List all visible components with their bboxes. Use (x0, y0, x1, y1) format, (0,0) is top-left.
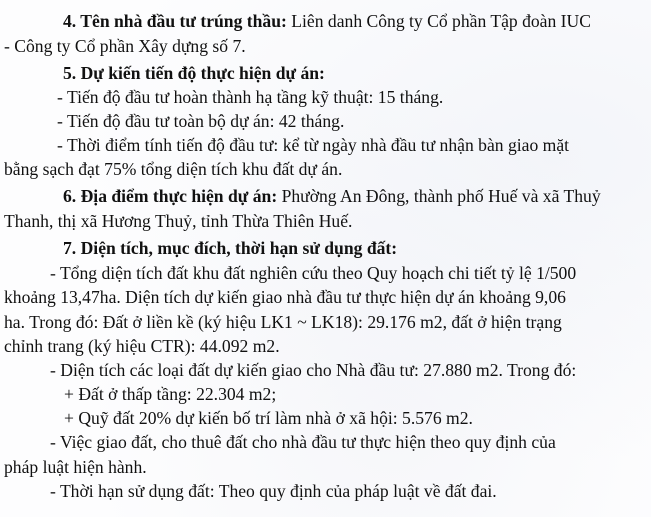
section7-p1-line4: chỉnh trang (ký hiệu CTR): 44.092 m2. (4, 336, 280, 356)
section7-p3-line1: - Việc giao đất, cho thuê đất cho nhà đầu tư thực hiện theo quy định của (50, 432, 556, 452)
section4-line1 (63, 10, 591, 34)
section7-p1-line2: khoảng 13,47ha. Diện tích dự kiến giao nhà đầu tư thực hiện dự án khoảng 9,06 (4, 287, 566, 307)
section7-p1-line3: ha. Trong đó: Đất ở liền kề (ký hiệu LK1 ~ LK18): 29.176 m2, đất ở hiện trạng (4, 312, 562, 332)
section7-p2-sub1: + Đất ở thấp tầng: 22.304 m2; (64, 384, 277, 404)
section5-item3-line2: bằng sạch đạt 75% tổng diện tích khu đất dự án. (4, 159, 343, 179)
section4-heading: 4. Tên nhà đầu tư trúng thầu: (63, 11, 287, 31)
section6-line1 (63, 185, 601, 209)
section7-p2-sub2: + Quỹ đất 20% dự kiến bố trí làm nhà ở xã hội: 5.576 m2. (64, 408, 473, 428)
section7-heading: 7. Diện tích, mục đích, thời hạn sử dụng đất: (63, 238, 398, 258)
section6-text1: Phường An Đông, thành phố Huế và xã Thuỷ (277, 186, 601, 206)
section5-item2: - Tiến độ đầu tư toàn bộ dự án: 42 tháng. (57, 111, 345, 131)
section5-item1: - Tiến độ đầu tư hoàn thành hạ tầng kỹ thuật: 15 tháng. (57, 87, 444, 107)
section4-text2: - Công ty Cổ phần Xây dựng số 7. (4, 36, 246, 56)
section7-p2: - Diện tích các loại đất dự kiến giao cho Nhà đầu tư: 27.880 m2. Trong đó: (50, 360, 577, 380)
section6-heading: 6. Địa điểm thực hiện dự án: (63, 186, 278, 206)
section7-p1-line1: - Tổng diện tích đất khu đất nghiên cứu theo Quy hoạch chi tiết tỷ lệ 1/500 (50, 263, 577, 283)
section5-heading: 5. Dự kiến tiến độ thực hiện dự án: (63, 63, 325, 83)
section5-item3-line1: - Thời điểm tính tiến độ đầu tư: kể từ ngày nhà đầu tư nhận bàn giao mặt (57, 135, 570, 155)
section7-p3-line2: pháp luật hiện hành. (4, 457, 147, 477)
section6-text2: Thanh, thị xã Hương Thuỷ, tỉnh Thừa Thiên Huế. (4, 211, 353, 231)
section4-text1: Liên danh Công ty Cổ phần Tập đoàn IUC (286, 11, 591, 31)
section7-p4: - Thời hạn sử dụng đất: Theo quy định của pháp luật về đất đai. (50, 481, 497, 501)
